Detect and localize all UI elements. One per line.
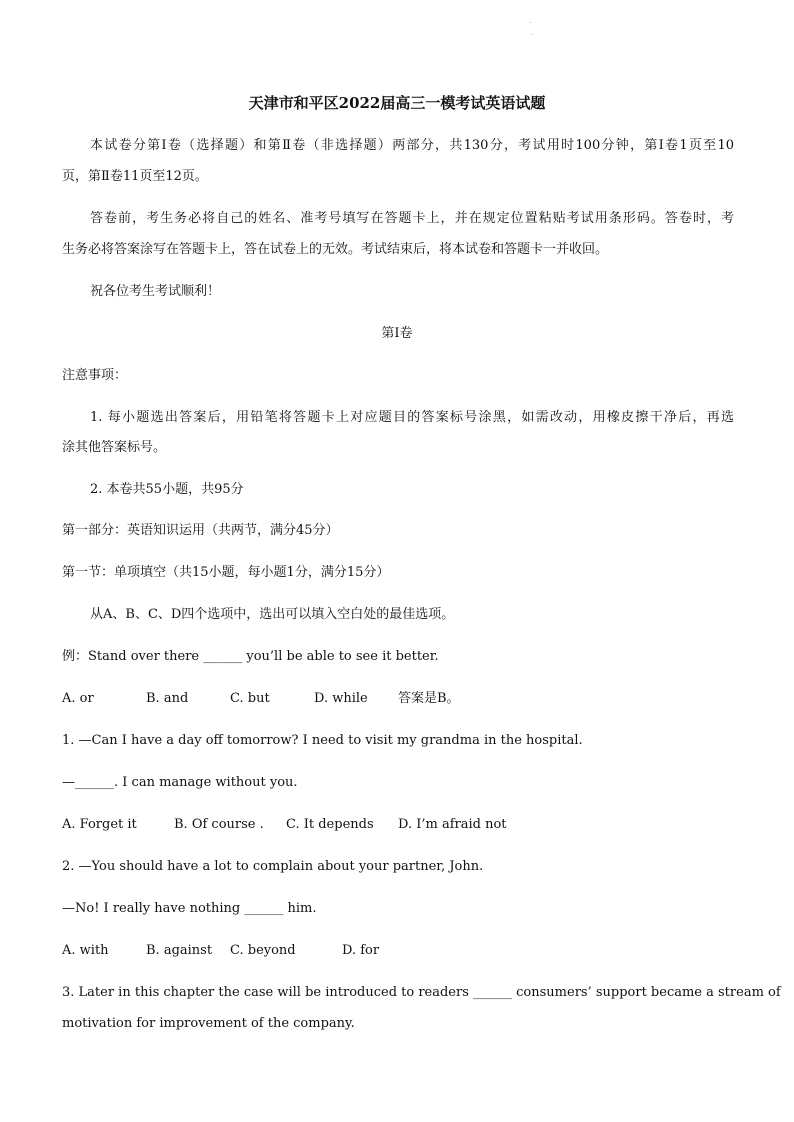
question-options bbox=[62, 942, 379, 960]
question-stem: 1. —Can I have a day off tomorrow? I need to visit my grandma in the hospital. bbox=[62, 733, 583, 748]
option: D. while bbox=[314, 691, 368, 706]
option: A. Forget it bbox=[62, 817, 137, 832]
option: C. but bbox=[230, 691, 270, 706]
option: C. It depends bbox=[286, 817, 374, 832]
volume-heading: 第Ⅰ卷 bbox=[381, 326, 413, 341]
option: D. for bbox=[342, 943, 380, 958]
instruction: 从A、B、C、D四个选项中，选出可以填入空白处的最佳选项。 bbox=[90, 607, 455, 622]
note-line: 涂其他答案标号。 bbox=[62, 440, 167, 455]
notes-heading: 注意事项： bbox=[62, 368, 128, 383]
part-heading: 第一部分：英语知识运用（共两节，满分45分） bbox=[62, 523, 339, 538]
intro-line: 页，第Ⅱ卷11页至12页。 bbox=[62, 169, 208, 184]
example-answer: 答案是B。 bbox=[398, 691, 460, 706]
option: B. and bbox=[146, 691, 189, 706]
question-stem: 2. —You should have a lot to complain about your partner, John. bbox=[62, 859, 484, 874]
intro-line: 本试卷分第Ⅰ卷（选择题）和第Ⅱ卷（非选择题）两部分，共130分，考试用时100分钟，第Ⅰ卷1页至10 bbox=[90, 138, 734, 153]
question-stem: 3. Later in this chapter the case will be introduced to readers ______ consumers’ support became a stream of bbox=[62, 985, 781, 1000]
scan-speck bbox=[530, 22, 531, 23]
intro-line: 答卷前，考生务必将自己的姓名、准考号填写在答题卡上，并在规定位置粘贴考试用条形码。答卷时，考 bbox=[90, 211, 734, 226]
question-stem: motivation for improvement of the company. bbox=[62, 1016, 355, 1031]
question-options bbox=[62, 816, 507, 834]
question-stem: —______. I can manage without you. bbox=[62, 775, 298, 790]
question-stem: —No! I really have nothing ______ him. bbox=[62, 901, 317, 916]
example-stem: 例：Stand over there ______ you’ll be able to see it better. bbox=[62, 649, 439, 664]
exam-title: 天津市和平区2022届高三一模考试英语试题 bbox=[248, 94, 546, 112]
intro-line: 祝各位考生考试顺利！ bbox=[90, 284, 221, 299]
section-heading: 第一节：单项填空（共15小题，每小题1分，满分15分） bbox=[62, 565, 390, 580]
option: A. or bbox=[62, 691, 94, 706]
option: A. with bbox=[62, 943, 109, 958]
note-line: 2. 本卷共55小题，共95分 bbox=[90, 482, 244, 497]
option: B. against bbox=[146, 943, 213, 958]
note-line: 1. 每小题选出答案后，用铅笔将答题卡上对应题目的答案标号涂黑，如需改动，用橡皮擦干净后，再选 bbox=[90, 410, 734, 425]
example-options bbox=[62, 690, 460, 708]
scan-speck bbox=[532, 34, 533, 35]
option: B. Of course . bbox=[174, 817, 264, 832]
option: D. I’m afraid not bbox=[398, 817, 507, 832]
intro-line: 生务必将答案涂写在答题卡上，答在试卷上的无效。考试结束后，将本试卷和答题卡一并收回。 bbox=[62, 242, 609, 257]
option: C. beyond bbox=[230, 943, 296, 958]
